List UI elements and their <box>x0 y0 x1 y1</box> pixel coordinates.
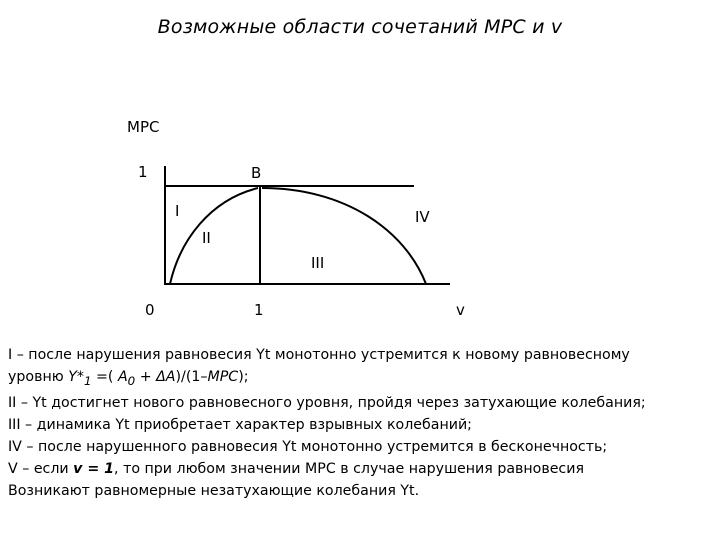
description-line-6 <box>8 458 713 480</box>
left-boundary-curve <box>170 188 258 284</box>
line6-prefix: V – если <box>8 460 74 477</box>
region-iii-label: III <box>311 254 325 272</box>
region-i-label: I <box>175 202 180 220</box>
y-tick-one: 1 <box>138 163 148 181</box>
formula-eq: =( <box>91 369 118 385</box>
description-line-3: II – Yt достигнет нового равновесного уровня, пройдя через затухающие колебания; <box>8 394 646 411</box>
description-line-2 <box>8 366 713 392</box>
regions-description <box>8 344 713 502</box>
formula-a: A <box>117 369 128 385</box>
formula-sub-zero: 0 <box>127 373 136 388</box>
y-axis-label: MPC <box>127 118 160 136</box>
x-tick-zero: 0 <box>145 301 155 319</box>
formula-y-star: Y* <box>68 369 84 385</box>
line6-condition: v = 1 <box>73 460 115 477</box>
description-line-4: III – динамика Yt приобретает характер взрывных колебаний; <box>8 416 472 433</box>
description-line-7: Возникают равномерные незатухающие колебания Yt. <box>8 482 420 499</box>
x-tick-one: 1 <box>254 301 264 319</box>
description-line-5: IV – после нарушенного равновесия Yt монотонно устремится в бесконечность; <box>8 438 608 455</box>
line6-suffix: , то при любом значении MPC в случае нарушения равновесия <box>114 460 584 477</box>
description-line-1: I – после нарушения равновесия Yt монотонно устремится к новому равновесному <box>8 347 630 363</box>
page-title: Возможные области сочетаний MPC и v <box>157 16 563 38</box>
line2-prefix: уровню <box>8 369 69 385</box>
formula-divide: )/(1– <box>175 369 208 385</box>
formula-end: ); <box>238 369 249 385</box>
formula-sub-one: 1 <box>83 373 92 388</box>
x-axis-label: v <box>456 301 465 319</box>
point-b-label: B <box>251 164 262 182</box>
right-boundary-curve <box>262 188 426 284</box>
formula-mpc: MPC <box>207 369 239 385</box>
formula-delta-a: + ΔA <box>135 369 176 385</box>
region-ii-label: II <box>202 229 211 247</box>
region-iv-label: IV <box>415 208 430 226</box>
